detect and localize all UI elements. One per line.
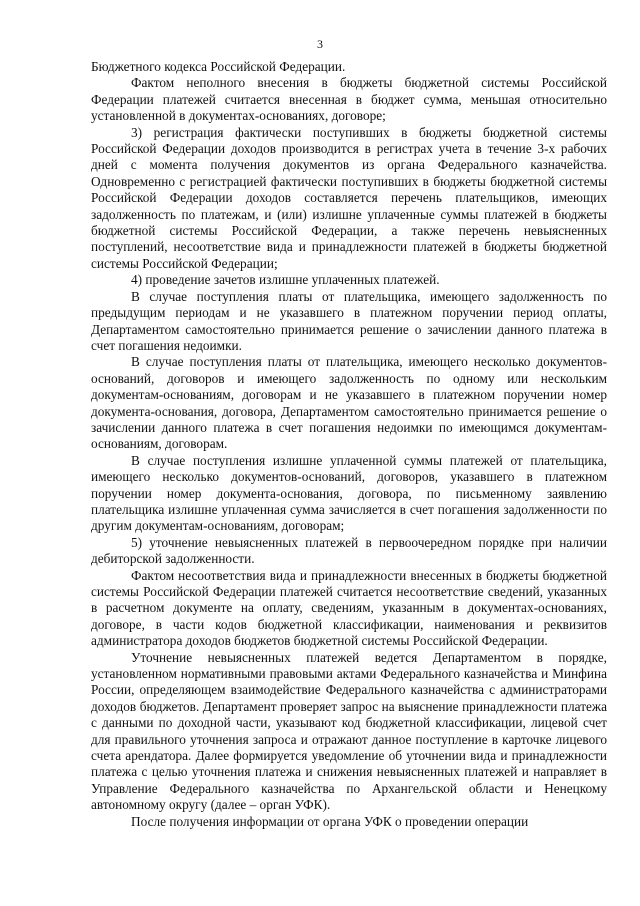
paragraph: 3) регистрация фактически поступивших в бюджеты бюджетной системы Российской Федерации доходов производится в регистрах учета в течение 3-х рабочих дней с момента получения документов из органа Федерального казначейства. Одновременно с регистрацией фактически поступивших в бюджеты бюджетной системы Российской Федерации доходов составляется перечень плательщиков, имеющих задолженность по платежам, и (или) излишне уплаченные суммы платежей в бюджеты бюджетной системы Российской Федерации, а также перечень невыясненных поступлений, несоответствие вида и принадлежности платежей в бюджеты бюджетной системы Российской Федерации; xyxy=(91,124,607,271)
paragraph: Фактом неполного внесения в бюджеты бюджетной системы Российской Федерации платежей считается внесенная в бюджет сумма, меньшая относительно установленной в документах-основаниях, договоре; xyxy=(91,75,607,124)
paragraph: После получения информации от органа УФК о проведении операции xyxy=(131,813,529,829)
paragraph: В случае поступления платы от плательщика, имеющего несколько документов-оснований, договоров и имеющего задолженность по одному или нескольким документам-основаниям, договорам и не указавшего в платежном поручении номер документа-основания, договора, Департаментом самостоятельно принимается решение о зачислении данного платежа в счет погашения недоимки по имеющимся документам-основаниям, договорам. xyxy=(91,354,607,452)
paragraph: Фактом несоответствия вида и принадлежности внесенных в бюджеты бюджетной системы Российской Федерации платежей считается несоответствие сведений, указанных в расчетном документе на оплату, сведениям, указанным в документах-основаниях, договоре, в части кодов бюджетной классификации, наименования и реквизитов администратора доходов бюджетов бюджетной системы Российской Федерации. xyxy=(91,567,607,649)
paragraph: 5) уточнение невыясненных платежей в первоочередном порядке при наличии дебиторской задолженности. xyxy=(91,534,607,567)
paragraph: 4) проведение зачетов излишне уплаченных платежей. xyxy=(131,272,440,288)
page-number: 3 xyxy=(317,37,323,51)
paragraph: В случае поступления излишне уплаченной суммы платежей от плательщика, имеющего несколько документов-оснований, договоров, указавшего в платежном поручении номер документа-основания, договора, по письменному заявлению плательщика излишне уплаченная сумма зачисляется в счет погашения задолженности по другим документам-основаниям, договорам; xyxy=(91,452,607,534)
document-body xyxy=(91,59,607,830)
paragraph: Уточнение невыясненных платежей ведется Департаментом в порядке, установленном нормативными правовыми актами Федерального казначейства и Минфина России, определяющем взаимодействие Федерального казначейства с администраторами доходов бюджетов. Департамент проверяет запрос на выяснение принадлежности платежа с данными по доходной части, указывают код бюджетной классификации, лицевой счет для правильного уточнения запроса и отражают данное поступление в карточке лицевого счета арендатора. Далее формируется уведомление об уточнении вида и принадлежности платежа с целью уточнения платежа и снижения невыясненных платежей и направляет в Управление Федерального казначейства по Архангельской области и Ненецкому автономному округу (далее – орган УФК). xyxy=(91,649,607,813)
paragraph: В случае поступления платы от плательщика, имеющего задолженность по предыдущим периодам и не указавшего в платежном поручении период оплаты, Департаментом самостоятельно принимается решение о зачислении данного платежа в счет погашения недоимки. xyxy=(91,288,607,353)
paragraph: Бюджетного кодекса Российской Федерации. xyxy=(91,59,346,74)
